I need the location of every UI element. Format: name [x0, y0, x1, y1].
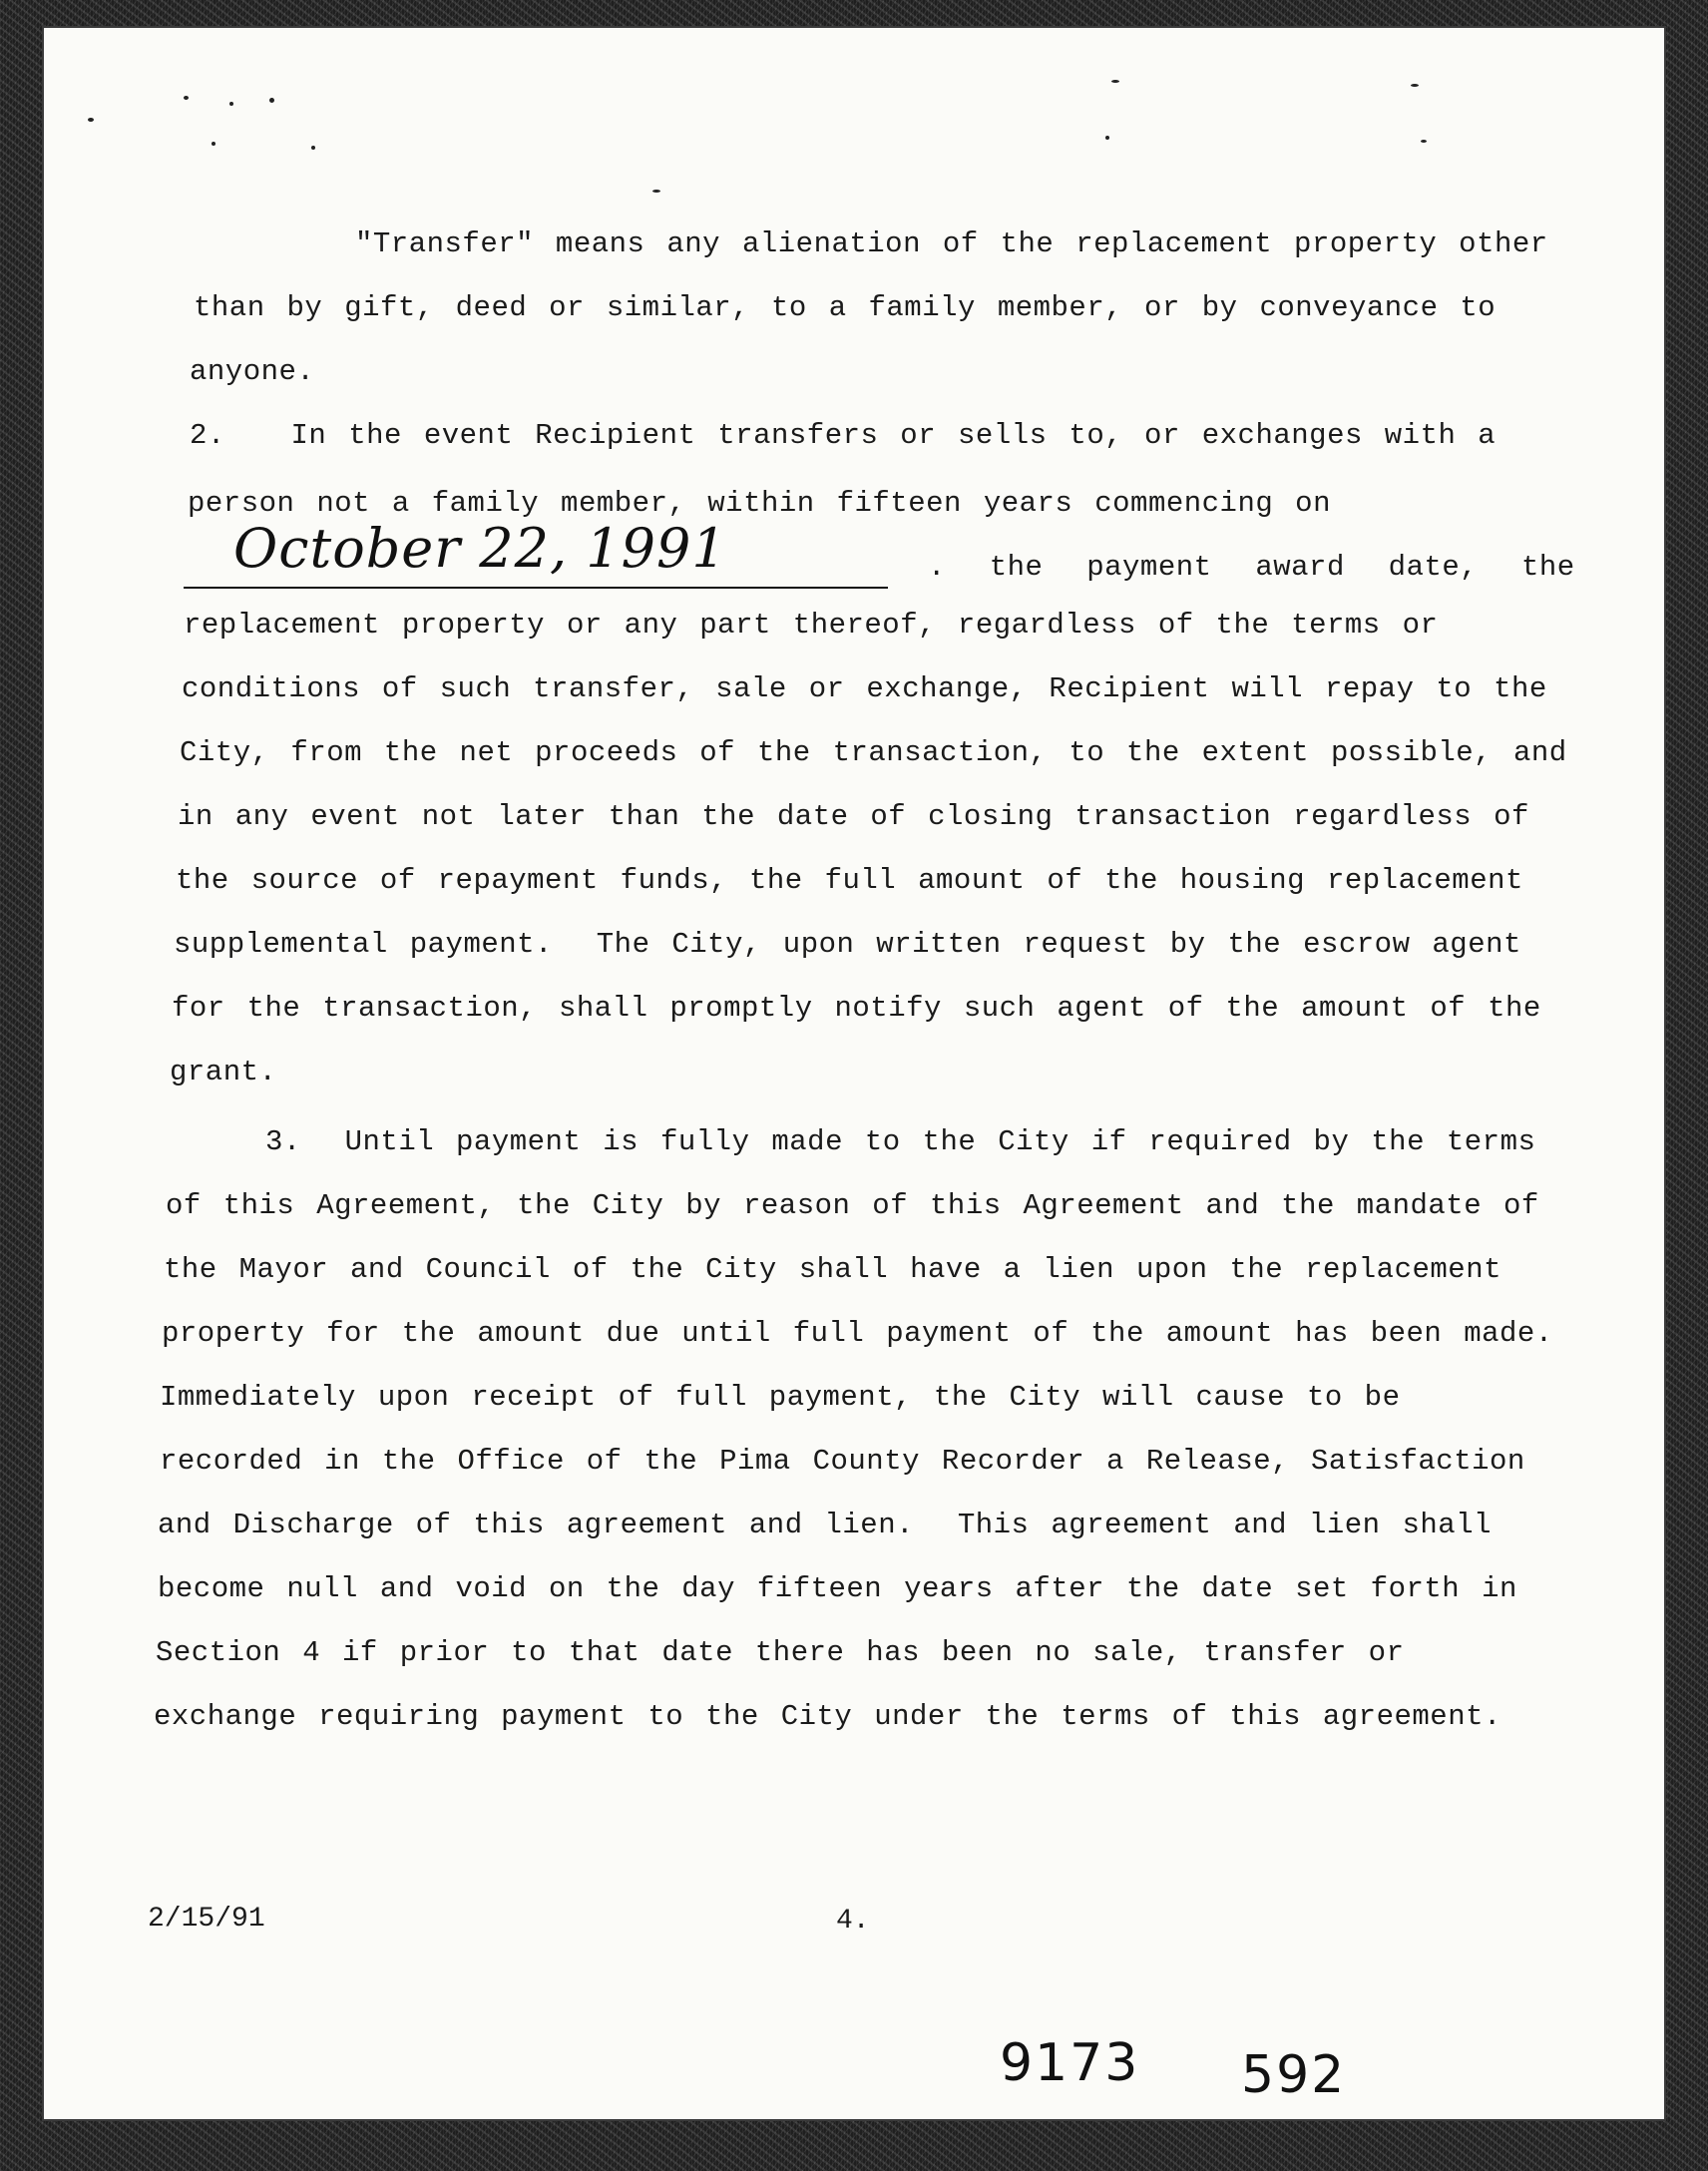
docket-number: 9173: [1000, 2033, 1140, 2093]
section-2-line-3: . the payment award date, the: [928, 551, 1575, 584]
section-2-line-9: supplemental payment. The City, upon written request by the escrow agent: [174, 928, 1521, 961]
section-3-line-2: of this Agreement, the City by reason of this Agreement and the mandate of: [166, 1189, 1539, 1222]
definition-line-2: than by gift, deed or similar, to a family member, or by conveyance to: [194, 291, 1496, 324]
section-3-line-9: Section 4 if prior to that date there has been no sale, transfer or: [156, 1636, 1405, 1669]
section-3-line-7: and Discharge of this agreement and lien. This agreement and lien shall: [158, 1509, 1493, 1541]
scan-speck: [184, 96, 189, 100]
definition-line-3: anyone.: [190, 355, 315, 388]
section-3-line-4: property for the amount due until full payment of the amount has been made.: [162, 1317, 1553, 1350]
section-3-line-6: recorded in the Office of the Pima County Recorder a Release, Satisfaction: [160, 1445, 1525, 1478]
date-underline: [184, 587, 888, 589]
document-page: [44, 28, 1664, 2119]
section-3-line-3: the Mayor and Council of the City shall have a lien upon the replacement: [164, 1253, 1502, 1286]
section-3-line-5: Immediately upon receipt of full payment, the City will cause to be: [160, 1381, 1401, 1414]
definition-line-1: "Transfer" means any alienation of the replacement property other: [355, 227, 1548, 260]
section-2-line-11: grant.: [170, 1056, 277, 1088]
section-3-line-10: exchange requiring payment to the City under the terms of this agreement.: [154, 1700, 1501, 1733]
section-2-line-2: person not a family member, within fifteen years commencing on: [188, 487, 1331, 520]
scan-speck: [311, 146, 315, 150]
section-2-line-1: 2. In the event Recipient transfers or sells to, or exchanges with a: [190, 419, 1496, 452]
scan-speck: [1411, 84, 1419, 87]
docket-page: 592: [1241, 2045, 1347, 2105]
scan-speck: [269, 98, 274, 103]
scan-speck: [1421, 140, 1427, 143]
scan-speck: [212, 142, 215, 146]
scan-speck: [1111, 80, 1119, 83]
footer-date: 2/15/91: [148, 1904, 265, 1935]
handwritten-date: October 22, 1991: [233, 517, 727, 580]
scan-speck: [88, 118, 94, 122]
section-2-line-4: replacement property or any part thereof, regardless of the terms or: [184, 609, 1439, 642]
page-number: 4.: [836, 1906, 870, 1937]
scan-speck: [229, 102, 233, 106]
scan-speck: [1105, 136, 1109, 140]
section-3-line-1: 3. Until payment is fully made to the City if required by the terms: [265, 1125, 1536, 1158]
section-2-line-10: for the transaction, shall promptly notify such agent of the amount of the: [172, 992, 1541, 1025]
scan-speck: [652, 190, 660, 193]
section-3-line-8: become null and void on the day fifteen years after the date set forth in: [158, 1572, 1517, 1605]
section-2-line-5: conditions of such transfer, sale or exchange, Recipient will repay to the: [182, 672, 1547, 705]
section-2-line-8: the source of repayment funds, the full amount of the housing replacement: [176, 864, 1523, 897]
section-2-line-6: City, from the net proceeds of the transaction, to the extent possible, and: [180, 736, 1567, 769]
section-2-line-7: in any event not later than the date of closing transaction regardless of: [178, 800, 1529, 833]
